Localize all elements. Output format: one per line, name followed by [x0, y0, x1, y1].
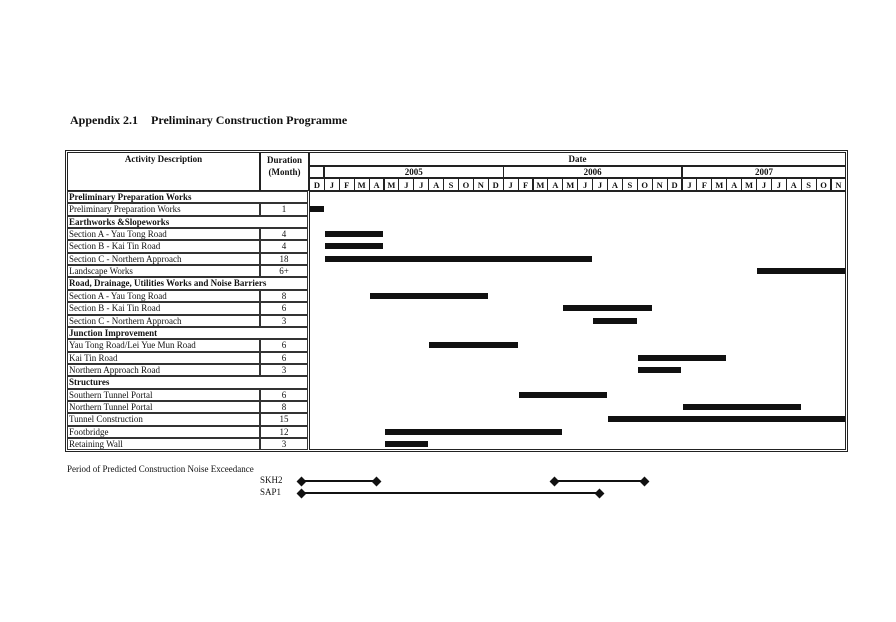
activity-label: Section B - Kai Tin Road	[67, 302, 260, 314]
month-header: D	[309, 178, 325, 191]
month-header: J	[324, 178, 340, 191]
activity-label: Section A - Yau Tong Road	[67, 228, 260, 240]
duration-unit: (Month)	[268, 167, 301, 177]
duration-value: 4	[260, 240, 308, 252]
noise-receiver-label: SKH2	[260, 475, 283, 485]
year-header: 2005	[324, 166, 504, 178]
duration-value: 8	[260, 290, 308, 302]
noise-period-line	[555, 480, 644, 481]
month-header: A	[428, 178, 444, 191]
noise-period-end-marker	[639, 476, 649, 486]
year-left-spacer	[309, 166, 324, 178]
month-header: M	[354, 178, 370, 191]
gantt-bar	[385, 429, 563, 435]
month-header: O	[458, 178, 474, 191]
month-header: J	[413, 178, 429, 191]
month-header: F	[339, 178, 355, 191]
gantt-body	[309, 191, 846, 450]
month-header: J	[771, 178, 787, 191]
month-header: A	[726, 178, 742, 191]
month-header: O	[637, 178, 653, 191]
activity-label: Section A - Yau Tong Road	[67, 290, 260, 302]
gantt-bar	[638, 367, 682, 373]
month-header: A	[369, 178, 385, 191]
month-header: D	[488, 178, 504, 191]
month-header: F	[696, 178, 712, 191]
month-header: M	[711, 178, 727, 191]
activity-label: Section C - Northern Approach	[67, 253, 260, 265]
gantt-bar	[757, 268, 845, 274]
activity-label: Retaining Wall	[67, 438, 260, 450]
duration-value: 6+	[260, 265, 308, 277]
month-header: J	[503, 178, 519, 191]
activity-label: Tunnel Construction	[67, 413, 260, 425]
category-heading: Earthworks &Slopeworks	[67, 216, 308, 228]
gantt-bar	[310, 206, 324, 212]
category-heading: Junction Improvement	[67, 327, 308, 339]
gantt-bar	[385, 441, 429, 447]
month-header: N	[473, 178, 489, 191]
duration-value: 8	[260, 401, 308, 413]
month-header: S	[443, 178, 459, 191]
duration-value: 1	[260, 203, 308, 215]
month-header: J	[682, 178, 698, 191]
month-header: D	[667, 178, 683, 191]
month-header: N	[831, 178, 847, 191]
gantt-bar	[325, 243, 384, 249]
duration-value: 4	[260, 228, 308, 240]
month-header: M	[562, 178, 578, 191]
duration-value: 3	[260, 364, 308, 376]
noise-period-title: Period of Predicted Construction Noise Exceedance	[67, 464, 254, 474]
noise-receiver-label: SAP1	[260, 487, 282, 497]
noise-period-end-marker	[371, 476, 381, 486]
category-heading: Road, Drainage, Utilities Works and Noise Barriers	[67, 277, 308, 289]
activity-label: Footbridge	[67, 426, 260, 438]
duration-value: 18	[260, 253, 308, 265]
category-heading: Structures	[67, 376, 308, 388]
duration-value: 3	[260, 315, 308, 327]
month-header: M	[384, 178, 400, 191]
month-header: J	[592, 178, 608, 191]
duration-value: 12	[260, 426, 308, 438]
month-header: O	[816, 178, 832, 191]
activity-label: Section C - Northern Approach	[67, 315, 260, 327]
noise-period-end-marker	[595, 488, 605, 498]
duration-value: 3	[260, 438, 308, 450]
noise-period-start-marker	[297, 488, 307, 498]
activity-label: Southern Tunnel Portal	[67, 389, 260, 401]
noise-period-start-marker	[550, 476, 560, 486]
duration-value: 6	[260, 302, 308, 314]
page-title	[70, 113, 347, 128]
noise-period-line	[302, 480, 377, 481]
gantt-bar	[683, 404, 801, 410]
gantt-bar	[519, 392, 607, 398]
month-header: A	[547, 178, 563, 191]
duration-value: 6	[260, 352, 308, 364]
gantt-bar	[563, 305, 651, 311]
year-header: 2007	[682, 166, 847, 178]
month-header: A	[786, 178, 802, 191]
gantt-bar	[325, 231, 384, 237]
gantt-bar	[593, 318, 637, 324]
duration-value: 6	[260, 339, 308, 351]
activity-label: Northern Tunnel Portal	[67, 401, 260, 413]
activity-label: Preliminary Preparation Works	[67, 203, 260, 215]
duration-header: Duration	[266, 155, 302, 165]
month-header: M	[533, 178, 549, 191]
duration-value: 6	[260, 389, 308, 401]
gantt-bar	[638, 355, 726, 361]
year-header: 2006	[503, 166, 683, 178]
gantt-bar	[370, 293, 488, 299]
month-header: S	[622, 178, 638, 191]
activity-label: Northern Approach Road	[67, 364, 260, 376]
month-header: A	[607, 178, 623, 191]
category-heading: Preliminary Preparation Works	[67, 191, 308, 203]
month-header: N	[652, 178, 668, 191]
activity-label: Kai Tin Road	[67, 352, 260, 364]
duration-value: 15	[260, 413, 308, 425]
activity-header: Activity Description	[124, 154, 203, 164]
appendix-title: Preliminary Construction Programme	[151, 113, 348, 127]
activity-label: Section B - Kai Tin Road	[67, 240, 260, 252]
month-header: J	[577, 178, 593, 191]
activity-label: Yau Tong Road/Lei Yue Mun Road	[67, 339, 260, 351]
noise-period-start-marker	[297, 476, 307, 486]
noise-period-line	[302, 492, 600, 493]
gantt-bar	[325, 256, 592, 262]
gantt-bar	[608, 416, 845, 422]
month-header: J	[756, 178, 772, 191]
appendix-number: Appendix 2.1	[70, 113, 139, 127]
month-header: S	[801, 178, 817, 191]
month-header: M	[741, 178, 757, 191]
activity-label: Landscape Works	[67, 265, 260, 277]
month-header: F	[518, 178, 534, 191]
month-header: J	[398, 178, 414, 191]
date-header: Date	[568, 154, 587, 164]
gantt-bar	[429, 342, 517, 348]
